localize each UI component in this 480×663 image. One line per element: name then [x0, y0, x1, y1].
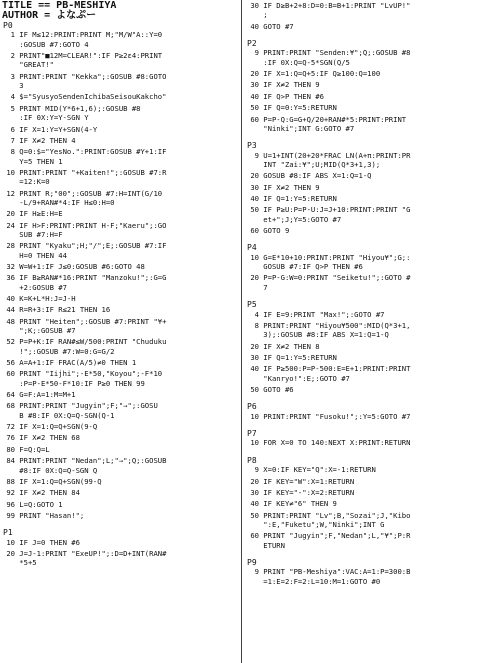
code-line: 10 FOR X=0 TO 140:NEXT X:PRINT:RETURN	[246, 438, 411, 448]
code-line: 24 IF H>F:PRINT:PRINT H-F;"Kaeru";:GO SUB #7:H=F	[6, 220, 167, 239]
code-line: 56 A=A+1:IF FRAC(A/5)≠0 THEN 1	[2, 358, 137, 368]
code-line: 40 IF Q>P THEN #6	[246, 91, 324, 101]
code-line: 20 GOSUB #8:IF ABS X=1:Q=1-Q	[246, 171, 372, 181]
section-label: P3	[247, 141, 257, 151]
code-line: 60 PRINT "Iijhi";-E*50,"Koyou";-F*10 :P=P-E*50-F*10:IF P≥0 THEN 99	[6, 369, 163, 388]
code-line: 7 IF X≠2 THEN 4	[2, 135, 76, 145]
code-line: 2 PRINT"■12M=CLEAR!":IF P≥2ε4:PRINT "GREAT!"	[10, 51, 163, 70]
code-line: 48 PRINT "Heiten";:GOSUB #7:PRINT "¥+ ";K;:GOSUB #7	[6, 316, 167, 336]
code-line: 72 IF X=1:Q=Q+SGN(9-Q	[2, 422, 98, 432]
section-label: P7	[247, 429, 257, 439]
code-line: 36 IF B≥RAN#*16:PRINT "Manzoku!";:G=G +2:GOSUB #7	[6, 273, 167, 292]
program-section	[246, 456, 480, 550]
code-line: 20 P=P-G:W=0:PRINT "Seiketu!";:GOTO # 7	[250, 273, 411, 292]
section-label: P1	[3, 528, 13, 538]
code-line: 60 GOTO 9	[246, 226, 290, 235]
code-line: 40 IF KEY≠"6" THEN 9	[246, 499, 337, 509]
code-line: 20 J=J-1:PRINT "ExeUP!";:D=D+INT(RAN# *5+5	[6, 548, 167, 568]
code-line: 30 IF X≠2 THEN 9	[246, 80, 320, 90]
code-line: 50 PRINT:PRINT "Lv";B,"Sozai";J,"Kibo ":E,"Fuketu";W,"Ninki";INT G	[250, 510, 411, 529]
program-section	[246, 141, 480, 235]
code-line: 6 IF X=1:Y=Y+SGN(4-Y	[2, 124, 98, 134]
code-line: 8 Q=0:$="YesNo.":PRINT:GOSUB #Y+1:IF Y=5 THEN 1	[10, 147, 167, 166]
code-line: 20 IF X≠2 THEN 8	[246, 341, 320, 351]
code-line: 84 PRINT:PRINT "Nedan";L;"→";Q;:GOSUB #8:IF 0X:Q=Q-SGN Q	[6, 456, 167, 475]
section-label: P2	[247, 39, 257, 49]
code-line: 30 IF D≥B+2+8:D=0:B=B+1:PRINT "LvUP!" ;	[250, 1, 411, 20]
code-line: 40 IF P≥500:P=P-500:E=E+1:PRINT:PRINT "Kanryo!":E;:GOTO #7	[250, 364, 411, 383]
program-section	[246, 558, 480, 586]
program-section	[246, 429, 480, 448]
section-label: P4	[247, 243, 257, 253]
code-line: 60 P=P-Q:G=G+Q/20+RAN#*5:PRINT:PRINT "Ninki";INT G:GOTO #7	[250, 114, 407, 133]
code-line: 9 X=0:IF KEY="Q":X=-1:RETURN	[246, 465, 376, 475]
code-line: 99 PRINT "Hasan!";	[2, 510, 85, 520]
code-line: 44 R=R+3:IF R≤21 THEN 16	[2, 305, 111, 315]
code-line: 52 P=P+K:IF RAN#≤W/500:PRINT "Chuduku !";:GOSUB #7:W=0:G=G/2	[6, 337, 167, 356]
program-section	[246, 402, 480, 421]
code-line: 50 IF Q=0:Y=5:RETURN	[246, 103, 337, 113]
section-label: P5	[247, 300, 257, 310]
code-line: 40 IF Q=1:Y=5:RETURN	[246, 193, 337, 203]
code-line: 20 IF X=1:Q=Q+5:IF Q≥100:Q=100	[246, 69, 381, 79]
code-line: 88 IF X=1:Q=Q+SGN(99-Q	[2, 476, 102, 486]
code-line: 40 GOTO #7	[246, 21, 294, 31]
listing-title: TITLE == PB-MESHIYA	[2, 0, 117, 11]
code-line: 32 W=W+1:IF J≤0:GOSUB #6:GOTO 48	[2, 261, 145, 271]
section-label: P9	[247, 557, 257, 567]
code-line: 20 IF KEY="W":X=1:RETURN	[246, 476, 355, 486]
program-section	[246, 243, 480, 292]
code-line: 76 IF X≠2 THEN 68	[2, 433, 80, 443]
left-sections	[2, 21, 240, 568]
code-line: 30 IF X≠2 THEN 9	[246, 182, 320, 192]
program-section	[2, 528, 240, 567]
code-line: 12 PRINT R;"00";:GOSUB #7:H=INT(G/10 -L/9+RAN#*4:IF H≤0:H=0	[6, 188, 163, 207]
section-label: P0	[3, 21, 13, 30]
code-line: 3 PRINT:PRINT "Kekka";:GOSUB #8:GOTO 3	[10, 71, 167, 91]
code-line: 8 PRINT:PRINT "Hiyou¥500":MID(Q*3+1, 3);:GOSUB #8:IF ABS X=1:Q=1-Q	[254, 320, 411, 340]
code-line: 10 G=E*10+10:PRINT:PRINT "Hiyou¥";G;: GOSUB #7:IF Q>P THEN #6	[250, 252, 411, 272]
code-line: 92 IF X≠2 THEN 84	[2, 488, 80, 498]
code-line: 10 PRINT:PRINT "+Kaiten!";:GOSUB #7:R =12:K=0	[6, 167, 167, 187]
section-label: P6	[247, 402, 257, 412]
code-line: 20 IF H≥E:H=E	[2, 209, 63, 219]
code-line: 80 F=Q:Q=L	[2, 444, 50, 454]
section-label: P8	[247, 455, 257, 465]
code-line: 28 PRINT "Kyaku";H;"/";E;:GOSUB #7:IF H=0 THEN 44	[6, 241, 167, 260]
code-line: 9 PRINT:PRINT "Senden:¥";Q;:GOSUB #8 :IF 0X:Q=Q-5*SGN(Q/5	[254, 48, 411, 67]
code-line: 64 G=F:A=1:M=M+1	[2, 390, 76, 400]
code-line: 60 PRINT "Jugyin";F,"Nedan";L,"¥";P:R ETURN	[250, 531, 411, 550]
right-sections	[246, 1, 480, 586]
listing-author: AUTHOR = よなぷー	[2, 10, 97, 21]
program-section	[246, 300, 480, 394]
column-divider	[241, 0, 242, 663]
code-line: 1 IF M≤12:PRINT:PRINT M;"M/W"A::Y=0 :GOSUB #7:GOTO 4	[10, 30, 163, 49]
code-line: 30 IF Q=1:Y=5:RETURN	[246, 352, 337, 362]
code-line: 50 IF P≥U:P=P-U:J=J+10:PRINT:PRINT "G et+";J;Y=5:GOTO #7	[250, 205, 411, 224]
right-column	[244, 0, 480, 663]
code-line: 30 IF KEY="-":X=2:RETURN	[246, 487, 355, 497]
code-line: 10 PRINT:PRINT "Fusoku!";:Y=5:GOTO #7	[246, 411, 411, 421]
code-line: 50 GOTO #6	[246, 384, 294, 394]
code-line: 5 PRINT MID(Y*6+1,6);:GOSUB #8 :IF 0X:Y=Y-SGN Y	[10, 103, 141, 123]
program-section	[2, 21, 240, 520]
program-section	[246, 1, 480, 31]
code-line: 4 $="SyusyoSendenIchibaSeisouKakcho"	[2, 92, 167, 102]
code-line: 10 IF J=0 THEN #6	[2, 537, 80, 547]
program-section	[246, 39, 480, 133]
code-line: 9 PRINT "PB-Meshiya":VAC:A=1:P=300:B =1:E=2:F=2:L=10:M=1:GOTO #0	[254, 567, 411, 586]
code-line: 9 U=1+INT(20+20*FRAC LN(A+π:PRINT:PR INT "Zai:¥";U;MID(Q*3+1,3);	[254, 150, 411, 169]
code-line: 40 K=K+L*H:J=J-H	[2, 294, 76, 303]
code-line: 96 L=Q:GOTO 1	[2, 499, 63, 509]
code-line: 68 PRINT:PRINT "Jugyin";F;"→";:GOSU B #8:IF 0X:Q=Q-SGN(Q-1	[6, 401, 158, 420]
code-line: 4 IF E=9:PRINT "Max!";:GOTO #7	[246, 309, 385, 319]
